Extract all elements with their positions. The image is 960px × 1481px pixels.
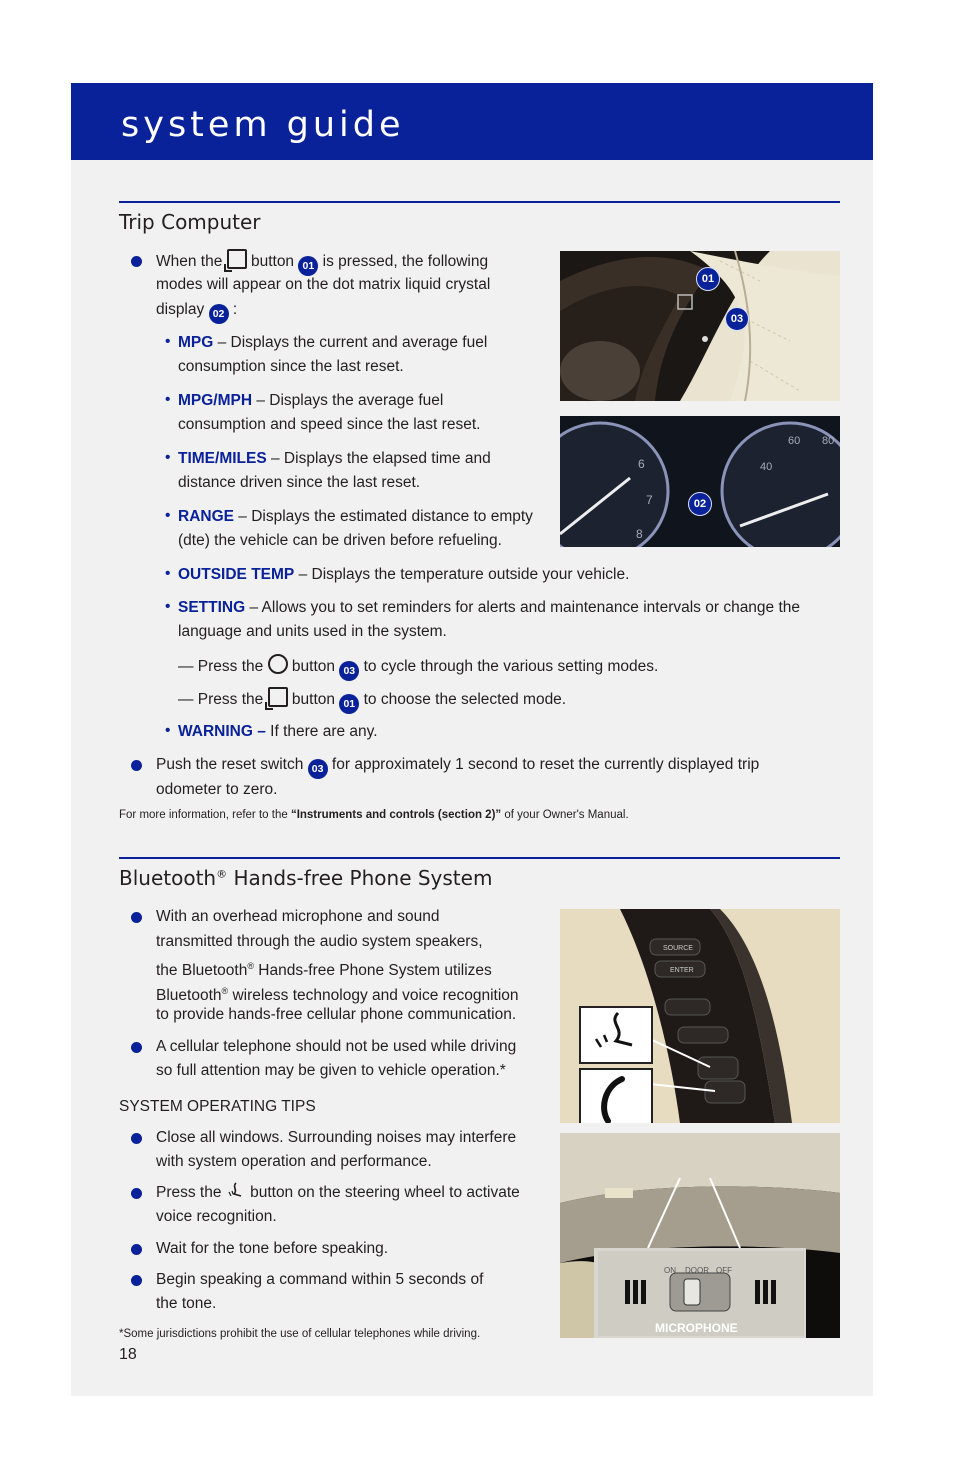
text: to cycle through the various setting modes. (359, 658, 659, 675)
display-button-icon (227, 249, 247, 269)
mode-setting-line2: language and units used in the system. (178, 623, 447, 640)
bt-para1-line1: With an overhead microphone and sound (156, 908, 440, 925)
text: – Displays the temperature outside your vehicle. (294, 566, 630, 583)
tip4-line2: the tone. (156, 1295, 217, 1312)
mode-mpgmph-line2: consumption and speed since the last reset. (178, 416, 481, 433)
text: Hands-free Phone System utilizes (254, 962, 492, 980)
text: Press the (156, 1184, 226, 1201)
bullet-mark: • (165, 507, 171, 524)
mode-setting (178, 596, 800, 621)
overhead-mic-illustration (560, 1133, 840, 1338)
bullet-mark: • (165, 598, 171, 615)
gauge-number: 7 (646, 493, 653, 507)
page-number: 18 (119, 1346, 137, 1363)
gauge-cluster-illustration (560, 416, 840, 547)
trip-footnote (119, 809, 629, 821)
bullet-dot (131, 1244, 142, 1255)
photo-callout-02: 02 (688, 492, 712, 516)
text: is pressed, the following (318, 253, 489, 270)
text: button on the steering wheel to activate (245, 1184, 520, 1201)
mode-label: SETTING (178, 599, 246, 616)
text: to choose the selected mode. (359, 691, 567, 708)
tip2-line2: voice recognition. (156, 1208, 277, 1225)
steering-phone-illustration (560, 909, 840, 1123)
text: – Displays the average fuel (252, 392, 444, 409)
steering-buttons-photo (560, 251, 840, 401)
switch-door-label: DOOR (685, 1266, 709, 1275)
gauge-number: 6 (638, 457, 645, 471)
bt-para2-line2: so full attention may be given to vehicle operation.* (156, 1062, 506, 1079)
tip3: Wait for the tone before speaking. (156, 1240, 389, 1257)
text: – Allows you to set reminders for alerts and maintenance intervals or change the (245, 599, 801, 616)
bt-para2-line1: A cellular telephone should not be used while driving (156, 1038, 517, 1055)
text: – Displays the elapsed time and (266, 450, 491, 467)
text: For more information, refer to the (119, 809, 291, 821)
text: When the (156, 253, 227, 270)
reset-instruction-line2: odometer to zero. (156, 781, 278, 798)
gauge-number: 60 (788, 435, 801, 447)
text: wireless technology and voice recognition (228, 987, 519, 1005)
microphone-label: MICROPHONE (655, 1321, 738, 1335)
mode-label: RANGE (178, 508, 234, 525)
callout-badge-03: 03 (308, 759, 328, 779)
text: – Displays the estimated distance to empty (233, 508, 533, 525)
callout-badge-01: 01 (298, 256, 318, 276)
mic-grille-left (625, 1280, 646, 1304)
bullet-mark: • (165, 565, 171, 582)
photo-callout-01: 01 (696, 267, 720, 291)
setting-step-2 (178, 687, 566, 714)
tips-heading: SYSTEM OPERATING TIPS (119, 1098, 316, 1115)
gauge-cluster-photo (560, 416, 840, 547)
bullet-dot (131, 912, 142, 923)
display-button-icon (268, 687, 288, 707)
callout-badge-01: 01 (339, 694, 359, 714)
section-title-trip: Trip Computer (119, 210, 261, 234)
mode-label: WARNING – (178, 723, 266, 740)
setting-step-1 (178, 654, 658, 681)
trip-intro-line3 (156, 298, 237, 324)
mode-warning (178, 720, 378, 745)
text: Push the reset switch (156, 756, 308, 773)
text: — Press the (178, 691, 268, 708)
overhead-microphone-photo (560, 1133, 840, 1338)
bt-footnote: *Some jurisdictions prohibit the use of cellular telephones while driving. (119, 1328, 481, 1340)
tip4-line1: Begin speaking a command within 5 seconds of (156, 1271, 484, 1288)
manual-reference: “Instruments and controls (section 2)” (290, 809, 502, 821)
mode-mpg (178, 331, 487, 356)
registered-mark: ® (216, 867, 228, 881)
header-bar (71, 83, 873, 160)
tip1-line1: Close all windows. Surrounding noises may interfere (156, 1129, 517, 1146)
trip-intro-line1 (156, 249, 488, 276)
text: Bluetooth (156, 987, 222, 1005)
voice-talk-icon (226, 1182, 246, 1200)
trip-intro-line2: modes will appear on the dot matrix liquid crystal (156, 276, 491, 293)
page-title: system guide (121, 105, 405, 145)
bullet-dot (131, 760, 142, 771)
section-divider (119, 201, 840, 203)
text: button (287, 691, 340, 708)
mode-label: OUTSIDE TEMP (178, 566, 295, 583)
gauge-number: 80 (822, 435, 835, 447)
mode-label: TIME/MILES (178, 450, 267, 467)
bt-para1-line5: to provide hands-free cellular phone communication. (156, 1006, 517, 1023)
switch-on-label: ON (664, 1266, 676, 1275)
gauge-number: 8 (636, 527, 643, 541)
text: Hands-free Phone System (227, 866, 493, 890)
bullet-mark: • (165, 722, 171, 739)
mode-mpgmph (178, 389, 443, 414)
bullet-dot (131, 256, 142, 267)
bt-para1-line2: transmitted through the audio system speakers, (156, 933, 483, 950)
bullet-mark: • (165, 449, 171, 466)
text: display (156, 301, 209, 318)
source-button-label: SOURCE (663, 945, 693, 952)
reset-button-icon (268, 654, 288, 674)
mode-range-line2: (dte) the vehicle can be driven before refueling. (178, 532, 502, 549)
text: – Displays the current and average fuel (213, 334, 488, 351)
mode-label: MPG (178, 334, 214, 351)
registered-mark: ® (221, 986, 229, 996)
mode-mpg-line2: consumption since the last reset. (178, 358, 404, 375)
bullet-mark: • (165, 333, 171, 350)
tip1-line2: with system operation and performance. (156, 1153, 432, 1170)
gauge-number: 40 (760, 461, 773, 473)
section-title-bluetooth (119, 866, 492, 890)
callout-badge-02: 02 (209, 304, 229, 324)
mode-range (178, 505, 533, 530)
mode-outside-temp (178, 563, 629, 588)
switch-off-label: OFF (716, 1266, 732, 1275)
steering-phone-buttons-photo (560, 909, 840, 1123)
text: Bluetooth (119, 866, 217, 890)
registered-mark: ® (247, 961, 254, 971)
section-divider (119, 857, 840, 859)
text: : (228, 301, 238, 318)
bullet-dot (131, 1133, 142, 1144)
bullet-dot (131, 1188, 142, 1199)
mic-grille-right (755, 1280, 776, 1304)
bullet-dot (131, 1275, 142, 1286)
mode-label: MPG/MPH (178, 392, 253, 409)
reset-instruction (156, 753, 759, 779)
text: of your Owner's Manual. (501, 809, 629, 821)
enter-button-label: ENTER (670, 967, 694, 974)
text: button (246, 253, 299, 270)
bullet-mark: • (165, 391, 171, 408)
callout-badge-03: 03 (339, 661, 359, 681)
bullet-dot (131, 1042, 142, 1053)
text: — Press the (178, 658, 268, 675)
text: for approximately 1 second to reset the currently displayed trip (327, 756, 760, 773)
photo-callout-03: 03 (725, 307, 749, 331)
text: If there are any. (265, 723, 378, 740)
text: the Bluetooth (156, 962, 248, 980)
mode-time-miles (178, 447, 491, 472)
mode-time-line2: distance driven since the last reset. (178, 474, 421, 491)
tip2-line1 (156, 1181, 520, 1206)
text: button (287, 658, 340, 675)
